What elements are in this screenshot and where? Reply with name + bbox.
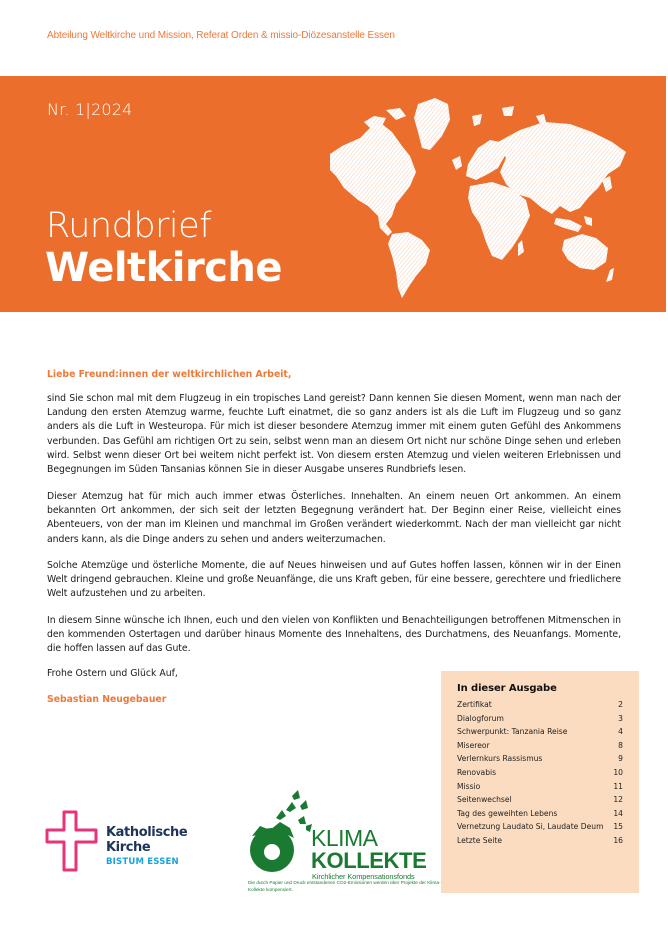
toc-item — [457, 739, 623, 753]
co2-compensation-note: Die durch Papier und Druck entstandenen CO2-Emissionen werden über Projekte der Klima-Kollekte kompensiert. — [248, 880, 441, 892]
department-header: Abteilung Weltkirche und Mission, Referat Orden & missio-Diözesanstelle Essen — [47, 30, 395, 41]
toc-list — [457, 698, 623, 848]
toc-item-page: 3 — [618, 713, 623, 723]
katholische-kirche-name — [106, 826, 187, 855]
toc-item-label: Schwerpunkt: Tanzania Reise — [457, 727, 568, 737]
toc-item — [457, 698, 623, 712]
toc-item — [457, 725, 623, 739]
katholische-kirche-logo — [44, 809, 224, 879]
toc-item-page: 16 — [613, 835, 623, 845]
toc-item — [457, 766, 623, 780]
toc-item-label: Missio — [457, 781, 481, 791]
toc-item-label: Dialogforum — [457, 713, 504, 723]
letter-paragraph: sind Sie schon mal mit dem Flugzeug in ein tropisches Land gereist? Dann kennen Sie diesen Moment, wenn man nach der Landung den ersten Atemzug warme, feuchte Luft einatmet, die so ganz anders ist als die Luft im Flugzeug und so ganz anders als die Luft in Westeuropa. Für mich ist dieser besondere Atemzug immer mit einem guten Gefühl des Ankommens verbunden. Das Gefühl am richtigen Ort zu sein, selbst wenn man an diesem Ort nicht nur schöne Dinge sehen und erleben wird. Selbst wenn dieser Ort bei weitem nicht perfekt ist. Von diesem ersten Atemzug und vielen weiteren Erlebnissen und Begegnungen im Süden Tansanias können Sie in dieser Ausgabe unseres Rundbriefs lesen. — [47, 393, 621, 476]
toc-item-label: Letzte Seite — [457, 835, 503, 845]
toc-item-label: Seitenwechsel — [457, 795, 512, 805]
toc-item-label: Zertifikat — [457, 700, 492, 709]
world-map-icon — [330, 76, 666, 312]
toc-item-page: 9 — [618, 754, 623, 764]
toc-item-page: 4 — [618, 727, 623, 737]
logo-line-bistum-essen: BISTUM ESSEN — [106, 857, 179, 867]
toc-item — [457, 780, 623, 794]
kollekte-word: KOLLEKTE — [311, 848, 427, 873]
toc-item — [457, 712, 623, 726]
letter-signature: Sebastian Neugebauer — [47, 694, 167, 705]
toc-item-page: 11 — [613, 781, 623, 791]
toc-item-page: 2 — [618, 700, 623, 709]
klima-word: KLIMA — [311, 825, 378, 851]
title-rundbrief-text: Rundbrief — [46, 206, 212, 246]
cross-icon — [44, 809, 100, 873]
toc-item-label: Tag des geweihten Lebens — [457, 808, 558, 818]
toc-title: In dieser Ausgabe — [457, 683, 557, 694]
letter-paragraph: Solche Atemzüge und österliche Momente, die auf Neues hinweisen und auf Gutes hoffen lassen, können wir in der Einen Welt dringend gebrauchen. Kleine und große Neuanfänge, die uns Kraft geben, für eine bessere, gerechtere und friedlichere Welt aufzustehen und zu arbeiten. — [47, 560, 621, 600]
toc-item-label: Verlernkurs Rassismus — [457, 754, 543, 764]
letter-closing: Frohe Ostern und Glück Auf, — [47, 668, 178, 679]
toc-item-page: 15 — [613, 822, 623, 832]
klima-kollekte-emblem-icon — [246, 788, 316, 878]
logo-line-katholische: Katholische — [106, 825, 188, 840]
toc-item — [457, 793, 623, 807]
toc-item-label: Vernetzung Laudato Si, Laudate Deum — [457, 822, 604, 832]
logo-line-kirche: Kirche — [106, 839, 151, 855]
toc-item — [457, 820, 623, 834]
toc-item-page: 12 — [613, 795, 623, 805]
table-of-contents — [441, 671, 639, 893]
letter-greeting: Liebe Freund:innen der weltkirchlichen Arbeit, — [47, 369, 292, 380]
toc-item-page: 10 — [613, 767, 623, 777]
toc-item — [457, 807, 623, 821]
toc-item-page: 14 — [613, 808, 623, 818]
issue-number: Nr. 1|2024 — [47, 100, 133, 119]
toc-item-label: Misereor — [457, 740, 490, 750]
toc-item-page: 8 — [618, 740, 623, 750]
letter-paragraph: Dieser Atemzug hat für mich auch immer etwas Österliches. Innehalten. An einem neuen Ort ankommen. An einem bekannten Ort ankommen, der sich seit der letzten Begegnung verändert hat. Der Beginn einer Reise, vielleicht eines Abenteuers, von der man im Kleinen und manchmal im Großen verändert wiederkommt. Nach der man vielleicht gar nicht anders kann, als die Dinge anders zu sehen und anders weiterzumachen. — [47, 491, 621, 545]
letter-paragraph: In diesem Sinne wünsche ich Ihnen, euch und den vielen von Konflikten und Benachteiligungen betroffenen Mitmenschen in den kommenden Ostertagen und darüber hinaus Momente des Innehaltens, des Durchatmens, des Neuanfangs. Momente, die hoffen lassen auf das Gute. — [47, 615, 621, 655]
title-banner — [0, 76, 666, 312]
toc-item — [457, 834, 623, 848]
klima-subtitle: Kirchlicher Kompensationsfonds — [312, 872, 415, 881]
title-weltkirche: Weltkirche — [45, 245, 283, 291]
toc-item-label: Renovabis — [457, 767, 497, 777]
title-rundbrief — [46, 206, 212, 246]
toc-item — [457, 752, 623, 766]
